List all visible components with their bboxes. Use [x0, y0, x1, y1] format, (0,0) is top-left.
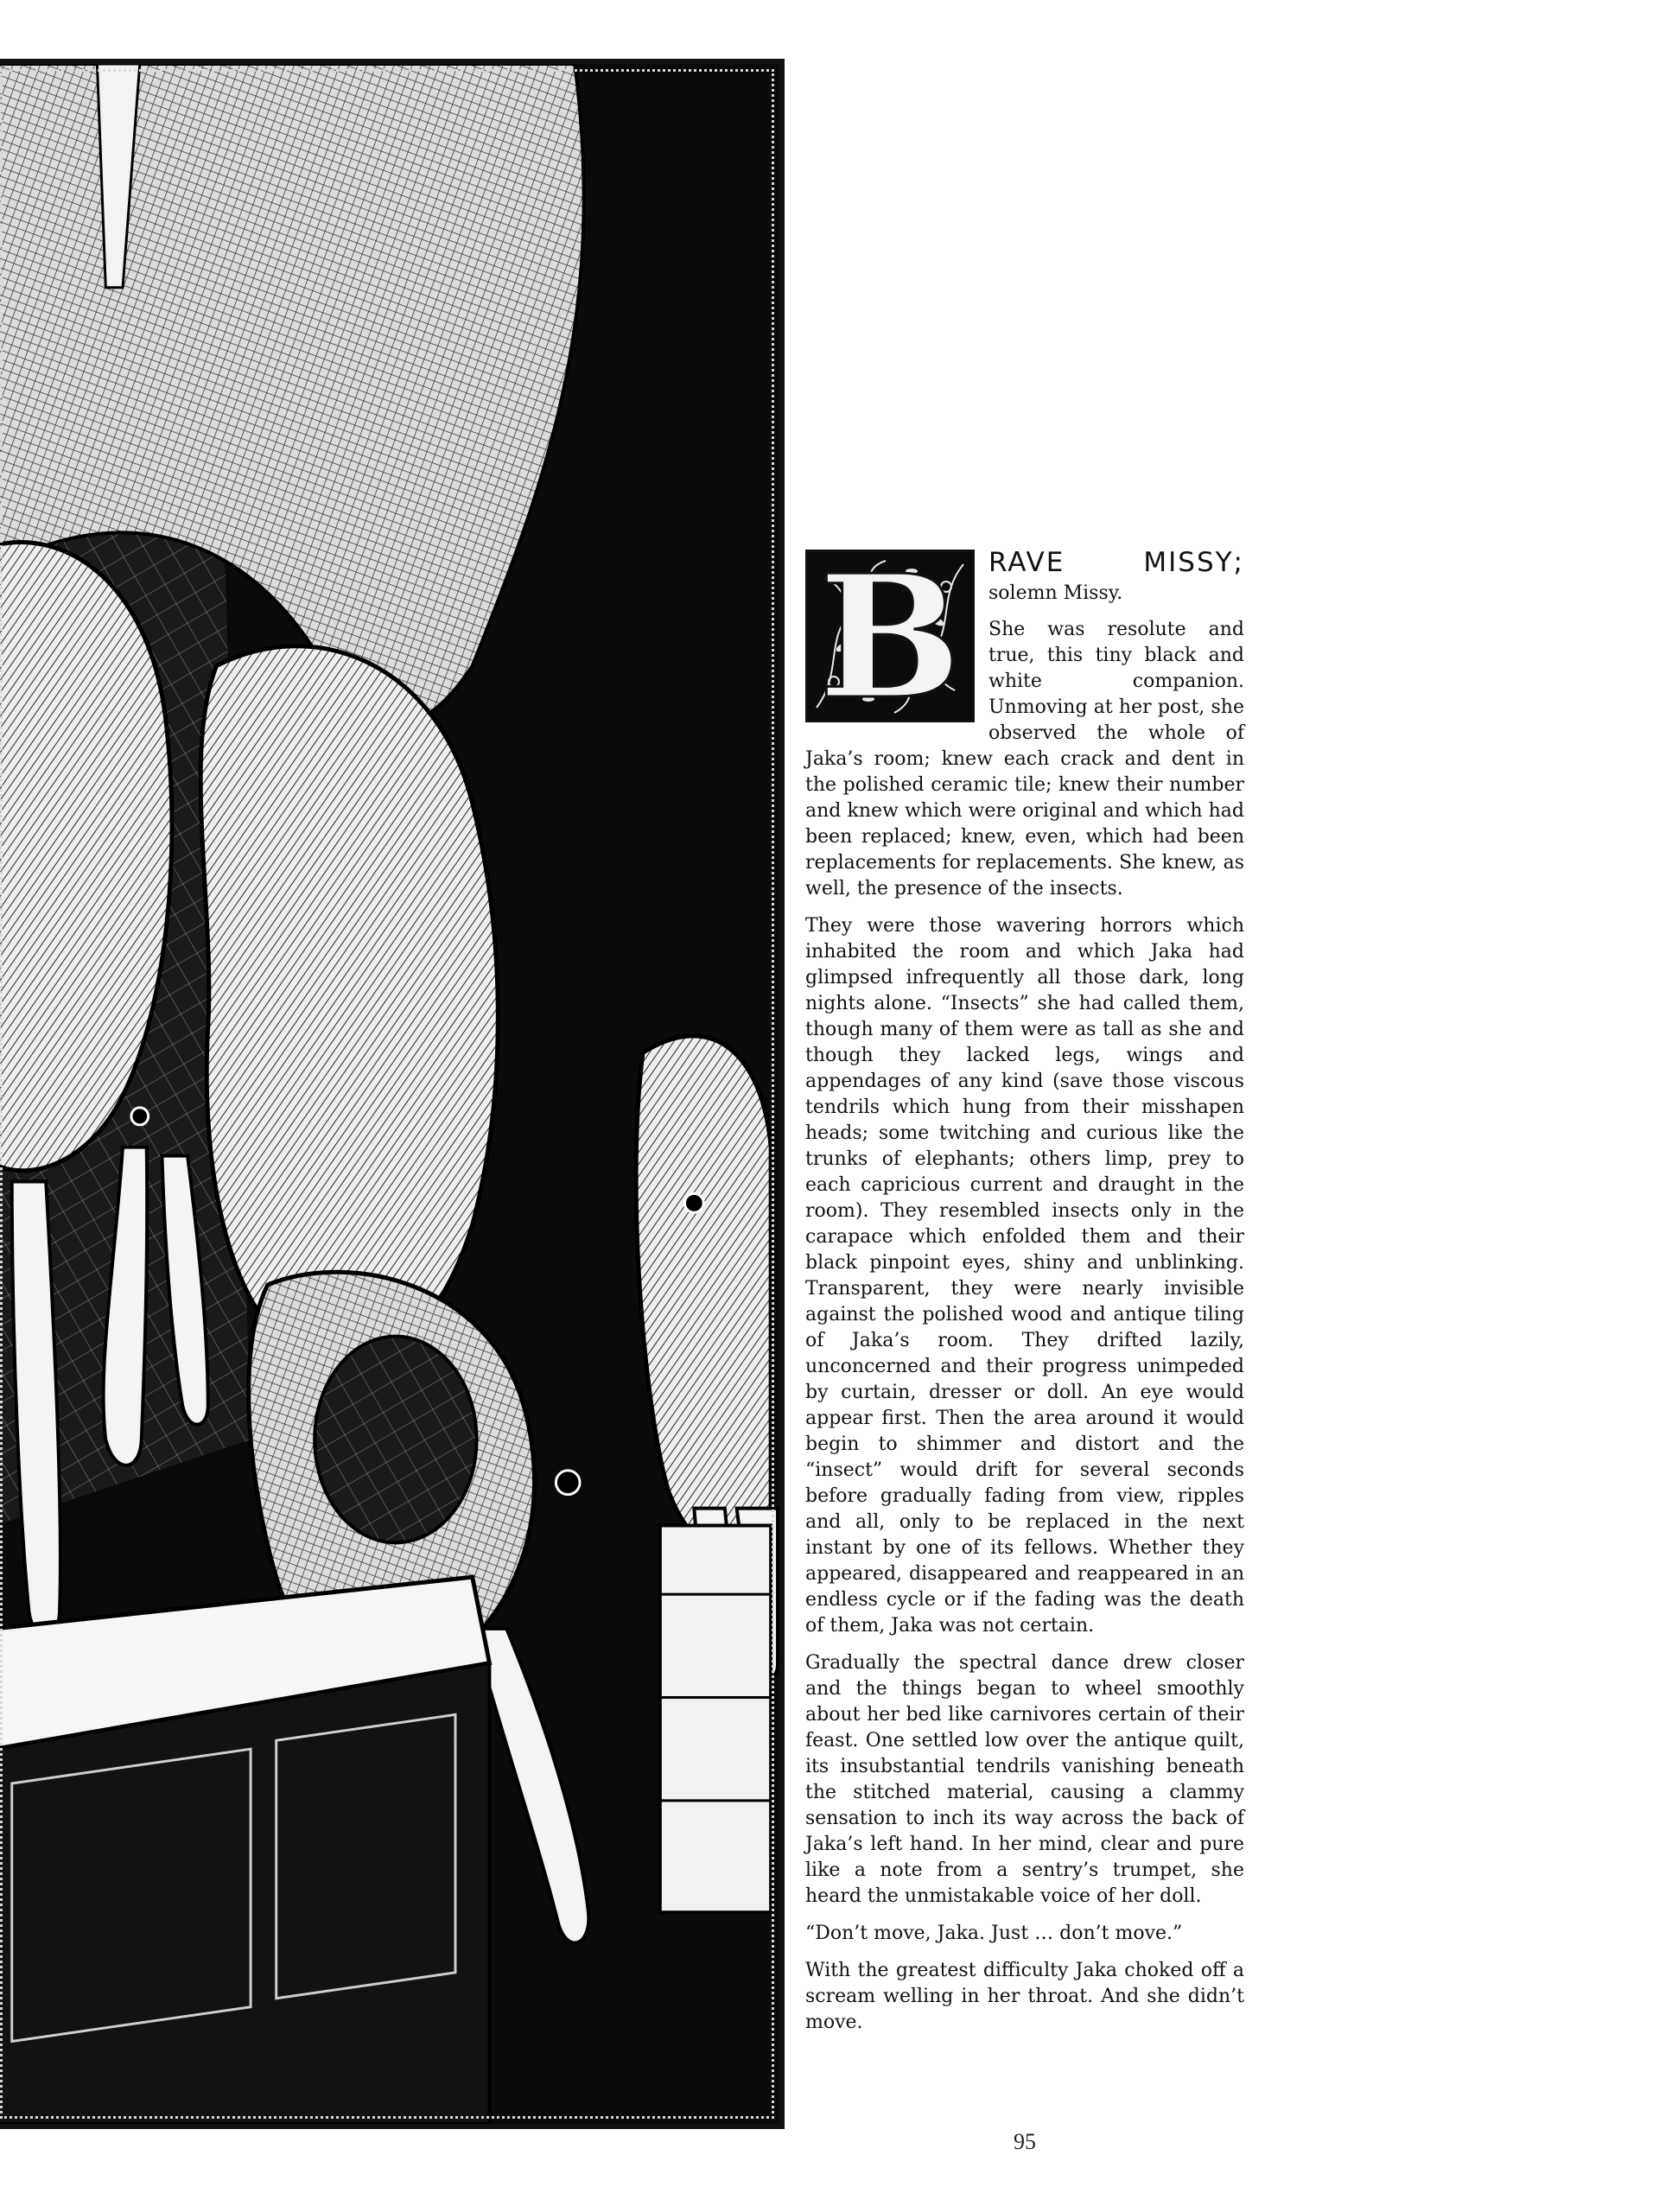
story-paragraph-1: She was resolute and true, this tiny black and white companion. Unmoving at her post, she observed the whole of Jaka’s room; knew each crack and dent in the polished ceramic tile; knew their number and knew which were original and which had been replaced; knew, even, which had been replacements for replacements. She knew, as well, the presence of the insects.	[805, 619, 1244, 899]
story-opening	[805, 546, 1244, 902]
page-number: 95	[1014, 2129, 1036, 2154]
ornamental-drop-cap	[805, 550, 975, 722]
story-heading: RAVE MISSY;	[988, 547, 1244, 578]
story-paragraph-3: Gradually the spectral dance drew closer and the things began to wheel smoothly about her bed like carnivores certain of their feast. One settled low over the antique quilt, its insubstantial tendrils vanishing beneath the stitched material, causing a clammy sensation to inch its way across the back of Jaka’s left hand. In her mind, clear and pure like a note from a sentry’s trumpet, she heard the unmistakable voice of her doll.	[805, 1652, 1244, 1907]
ink-illustration-icon	[0, 64, 779, 2124]
story-text-column	[805, 546, 1244, 2047]
story-illustration	[0, 59, 785, 2129]
story-paragraph-2: They were those wavering horrors which inhabited the room and which Jaka had glimpsed infrequently all those dark, long nights alone. “Insects” she had called them, though many of them were as tall as she and though they lacked legs, wings and appendages of any kind (save those viscous tendrils which hung from their misshapen heads; some twitching and curious like the trunks of elephants; others limp, prey to each capricious current and draught in the room). They resembled insects only in the carapace which enfolded them and their black pinpoint eyes, shiny and unblinking. Transparent, they were nearly invisible against the polished wood and antique tiling of Jaka’s room. They drifted lazily, unconcerned and their progress unimpeded by curtain, dresser or doll. An eye would appear first. Then the area around it would begin to shimmer and distort and the “insect” would drift for several seconds before gradually fading from view, ripples and all, only to be replaced in the next instant by one of its fellows. Whether they appeared, disappeared and reappeared in an endless cycle or if the fading was the death of them, Jaka was not certain.	[805, 915, 1244, 1637]
story-paragraph-4: “Don’t move, Jaka. Just … don’t move.”	[805, 1923, 1183, 1944]
story-subheading: solemn Missy.	[988, 582, 1123, 604]
drop-cap-letter: B	[818, 550, 962, 722]
story-paragraph-5: With the greatest difficulty Jaka choked off a scream welling in her throat. And she didn’t move.	[805, 1960, 1244, 2033]
